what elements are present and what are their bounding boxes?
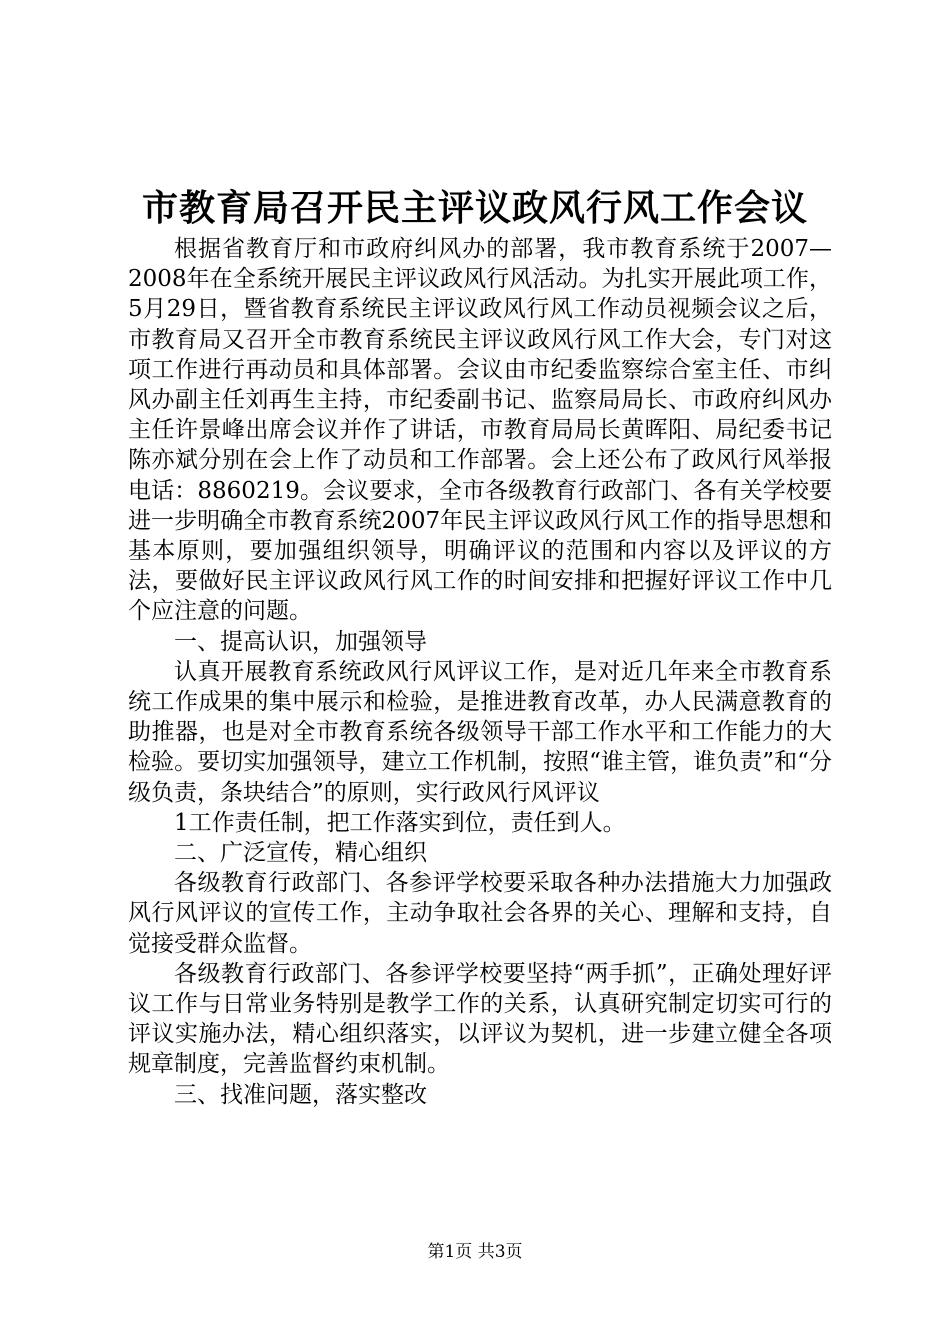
paragraph-section-1-cont: 1工作责任制，把工作落实到位，责任到人。	[174, 809, 626, 836]
paragraph-section-2a: 各级教育行政部门、各参评学校要采取各种办法措施大力加强政风行风评议的宣传工作，主动争取社会各界的关心、理解和支持，自觉接受群众监督。	[128, 870, 832, 957]
section-heading-1: 一、提高认识，加强领导	[174, 628, 427, 655]
section-heading-2: 二、广泛宣传，精心组织	[174, 840, 427, 867]
section-heading-3: 三、找准问题，落实整改	[174, 1081, 427, 1108]
document-title: 市教育局召开民主评议政风行风工作会议	[141, 187, 808, 229]
paragraph-section-2b: 各级教育行政部门、各参评学校要坚持“两手抓”，正确处理好评议工作与日常业务特别是教学工作的关系，认真研究制定切实可行的评议实施办法，精心组织落实，以评议为契机，进一步建立健全各项规章制度，完善监督约束机制。	[128, 960, 832, 1078]
page-footer: 第1页 共3页	[427, 1242, 523, 1262]
paragraph-intro: 根据省教育厅和市政府纠风办的部署，我市教育系统于2007—2008年在全系统开展民主评议政风行风活动。为扎实开展此项工作，5月29日，暨省教育系统民主评议政风行风工作动员视频会议之后，市教育局又召开全市教育系统民主评议政风行风工作大会，专门对这项工作进行再动员和具体部署。会议由市纪委监察综合室主任、市纠风办副主任刘再生主持，市纪委副书记、监察局局长、市政府纠风办主任许景峰出席会议并作了讲话，市教育局局长黄晖阳、局纪委书记陈亦斌分别在会上作了动员和工作部署。会上还公布了政风行风举报电话：8860219。会议要求，全市各级教育行政部门、各有关学校要进一步明确全市教育系统2007年民主评议政风行风工作的指导思想和基本原则，要加强组织领导，明确评议的范围和内容以及评议的方法，要做好民主评议政风行风工作的时间安排和把握好评议工作中几个应注意的问题。	[128, 236, 832, 625]
document-body	[128, 234, 832, 1110]
paragraph-section-1: 认真开展教育系统政风行风评议工作，是对近几年来全市教育系统工作成果的集中展示和检验，是推进教育改革，办人民满意教育的助推器，也是对全市教育系统各级领导干部工作水平和工作能力的大检验。要切实加强领导，建立工作机制，按照“谁主管，谁负责”和“分级负责，条块结合”的原则，实行政风行风评议	[128, 658, 832, 806]
